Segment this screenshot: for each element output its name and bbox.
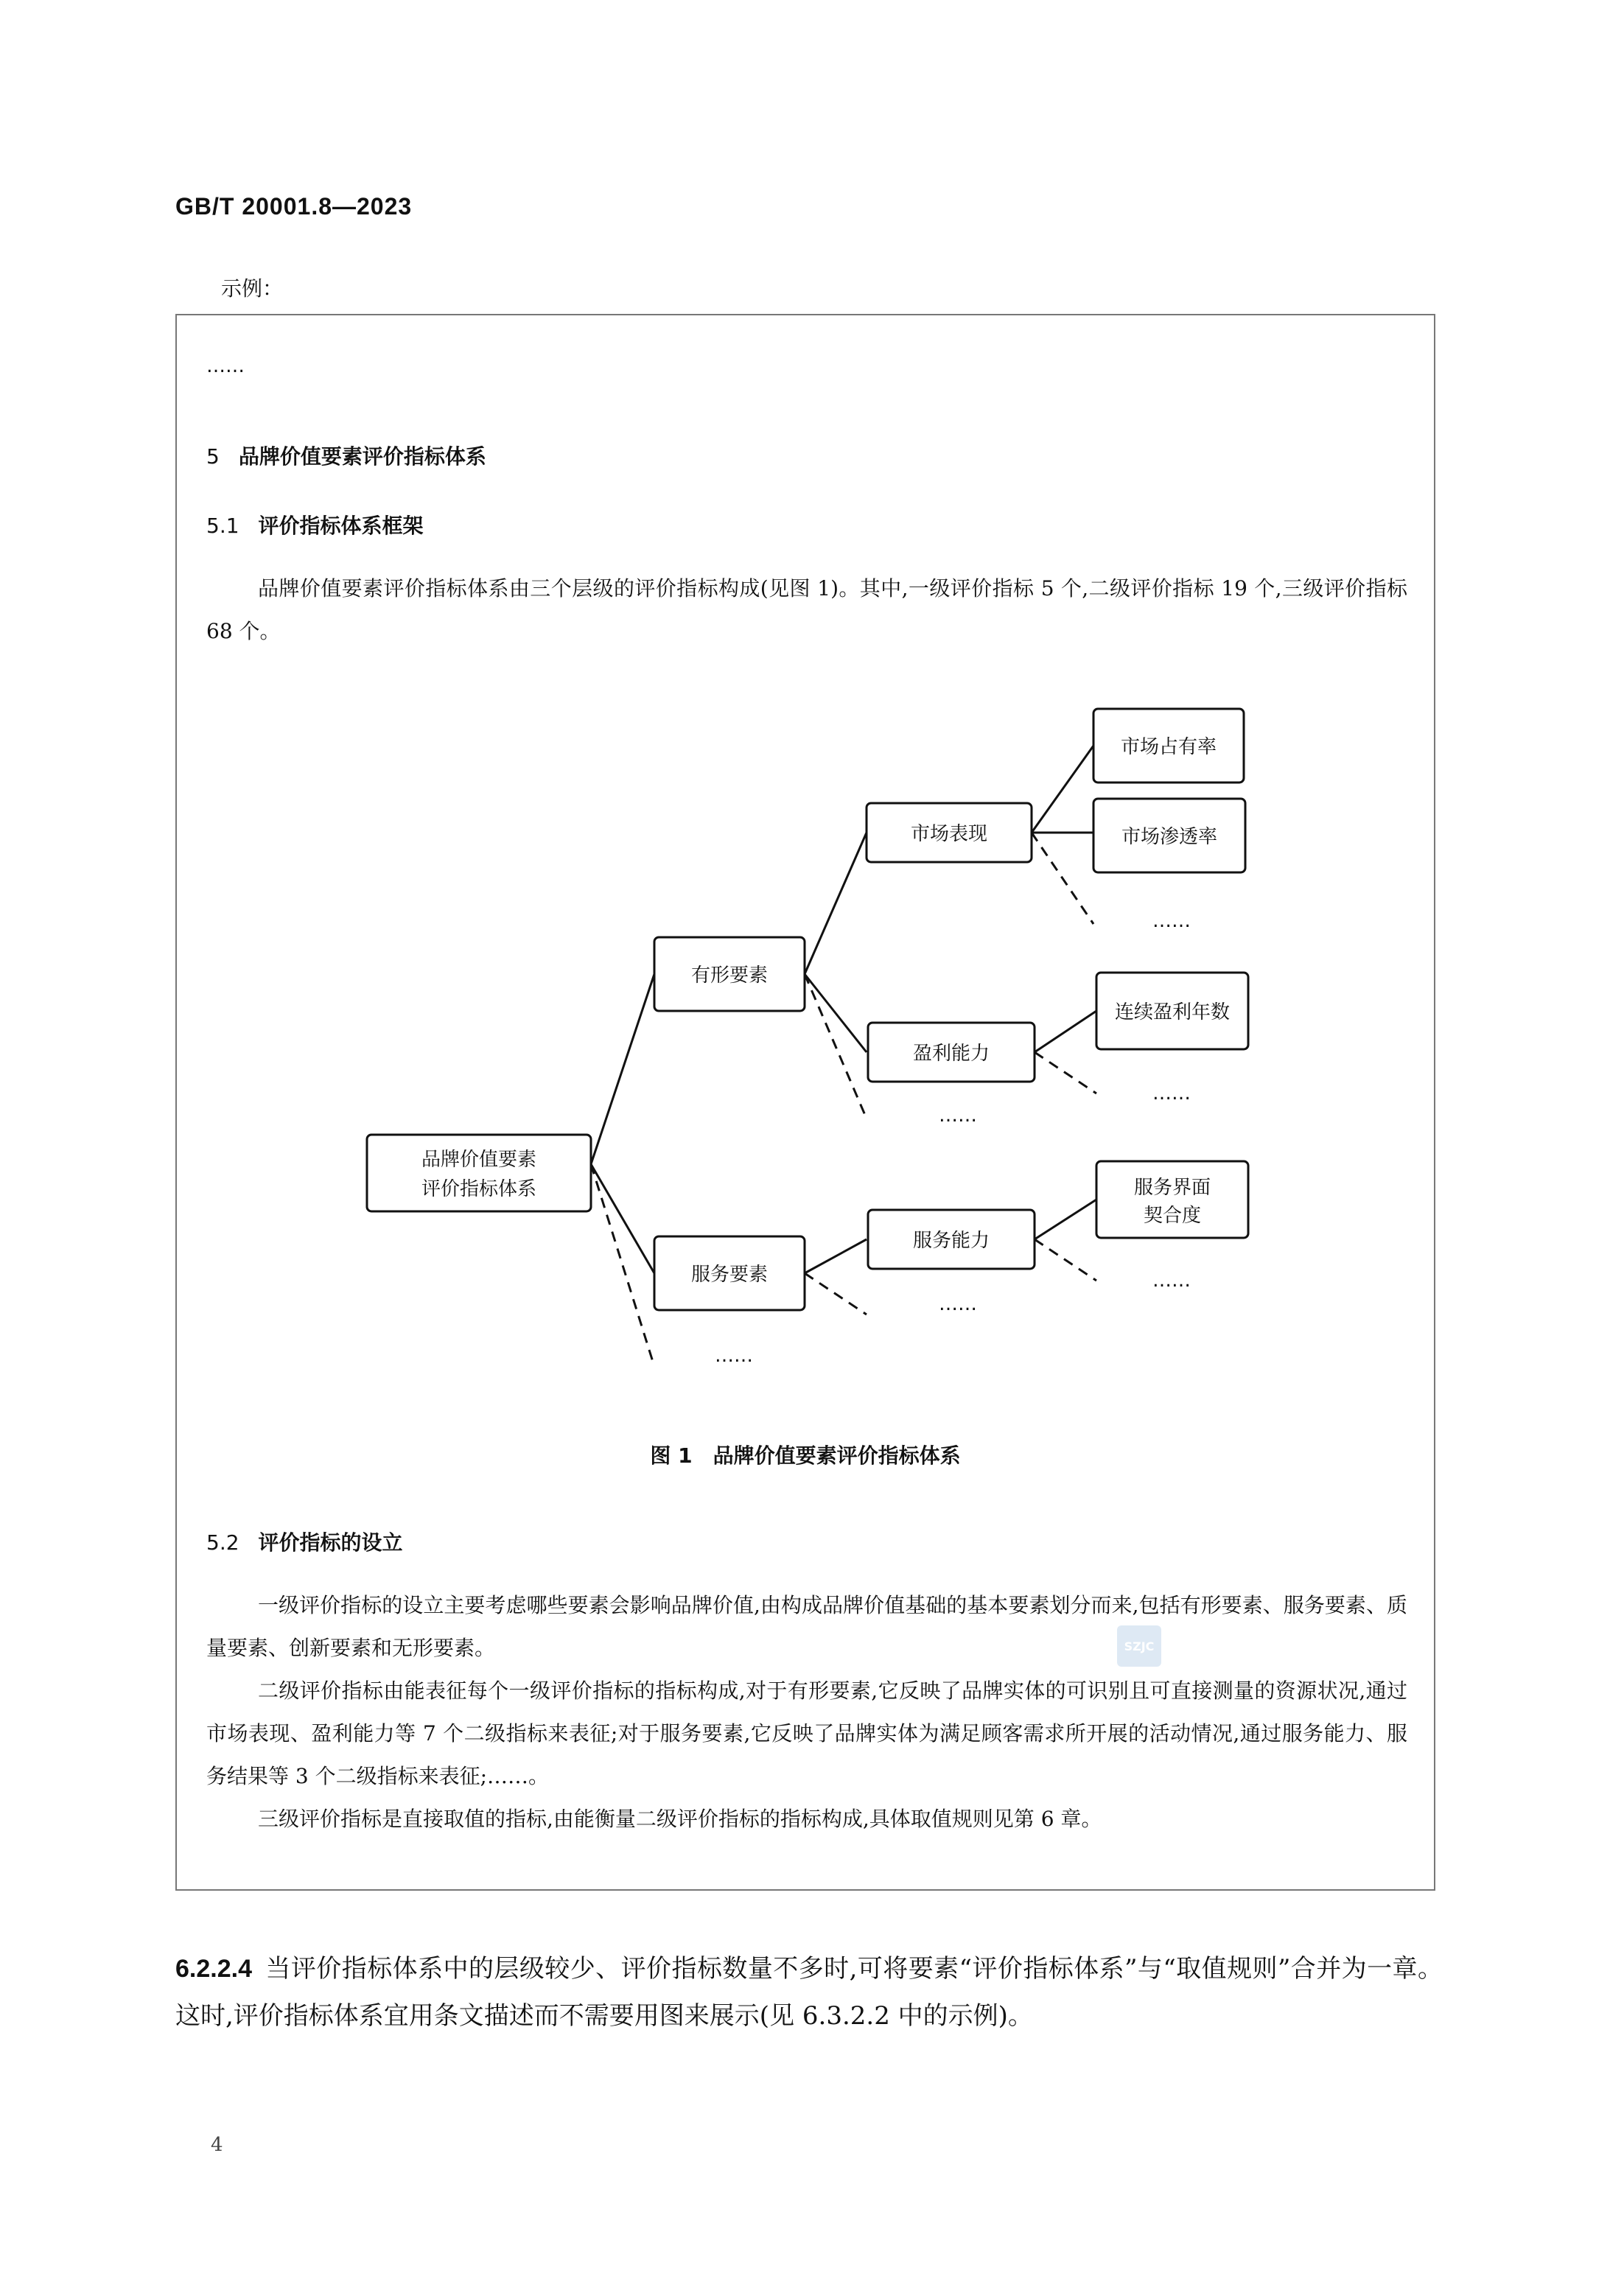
level2-label-service-capability: 服务能力 — [912, 1230, 990, 1252]
watermark-logo: SZJC — [1117, 1625, 1161, 1667]
figure-1-diagram — [177, 315, 1434, 1406]
section-title: 评价指标的设立 — [258, 1530, 403, 1555]
example-box — [175, 314, 1435, 1891]
section-number: 5 — [206, 444, 220, 469]
root-label-line2: 评价指标体系 — [421, 1178, 537, 1200]
root-label-line1: 品牌价值要素 — [421, 1149, 537, 1171]
figure-1-caption — [177, 1440, 1434, 1469]
level2-label-profit: 盈利能力 — [912, 1043, 990, 1065]
figure-title: 品牌价值要素评价指标体系 — [713, 1443, 961, 1468]
level1-label-service: 服务要素 — [690, 1264, 769, 1286]
paragraph: 一级评价指标的设立主要考虑哪些要素会影响品牌价值,由构成品牌价值基础的基本要素划分而来,包括有形要素、服务要素、质量要素、创新要素和无形要素。 — [206, 1593, 1407, 1660]
section-title: 品牌价值要素评价指标体系 — [238, 444, 486, 469]
section-title: 评价指标体系框架 — [258, 514, 424, 538]
standard-code: GB/T 20001.8—2023 — [175, 193, 413, 220]
page-number: 4 — [211, 2134, 223, 2156]
level1-more-ellipsis: …… — [715, 1345, 753, 1367]
level1-label-tangible: 有形要素 — [690, 965, 769, 987]
level2-label-market: 市场表现 — [910, 823, 988, 845]
level3-label-consecutive-profit-years: 连续盈利年数 — [1114, 1001, 1231, 1023]
level3-service-more-ellipsis: …… — [1152, 1270, 1191, 1292]
example-label: 示例： — [221, 276, 284, 301]
section-number: 5.2 — [206, 1530, 239, 1555]
level3-label-market-share: 市场占有率 — [1120, 736, 1217, 758]
clause-6-2-2-4 — [175, 1945, 1443, 2040]
clause-number: 6.2.2.4 — [175, 1955, 252, 1983]
level2-tangible-more-ellipsis: …… — [939, 1105, 977, 1127]
clause-text: 当评价指标体系中的层级较少、评价指标数量不多时,可将要素“评价指标体系”与“取值规则”合并为一章。这时,评价指标体系宜用条文描述而不需要用图来展示(见 6.3.2.2 中的示例)。 — [175, 1954, 1443, 2031]
section-number: 5.1 — [206, 514, 239, 538]
level3-label-service-interface-fit-line2: 契合度 — [1143, 1205, 1202, 1227]
section-5-2-heading — [206, 1527, 403, 1556]
level3-label-service-interface-fit-line1: 服务界面 — [1133, 1177, 1211, 1199]
level3-profit-more-ellipsis: …… — [1152, 1082, 1191, 1105]
paragraph: 三级评价指标是直接取值的指标,由能衡量二级评价指标的指标构成,具体取值规则见第 6 章。 — [258, 1807, 1102, 1831]
level3-label-market-penetration: 市场渗透率 — [1121, 826, 1218, 848]
level3-market-more-ellipsis: …… — [1152, 910, 1191, 932]
level2-service-more-ellipsis: …… — [939, 1293, 977, 1315]
figure-number: 图 1 — [650, 1443, 693, 1468]
section-5-2-body — [206, 1584, 1407, 1841]
leading-ellipsis: …… — [206, 355, 245, 377]
paragraph: 品牌价值要素评价指标体系由三个层级的评价指标构成(见图 1)。其中,一级评价指标 5 个,二级评价指标 19 个,三级评价指标 68 个。 — [206, 576, 1407, 643]
paragraph: 二级评价指标由能表征每个一级评价指标的指标构成,对于有形要素,它反映了品牌实体的可识别且可直接测量的资源状况,通过市场表现、盈利能力等 7 个二级指标来表征;对于服务要素,它反映了品牌实体为满足顾客需求所开展的活动情况,通过服务能力、服务结果等 3 个二级指标来表征;……。 — [206, 1678, 1407, 1788]
